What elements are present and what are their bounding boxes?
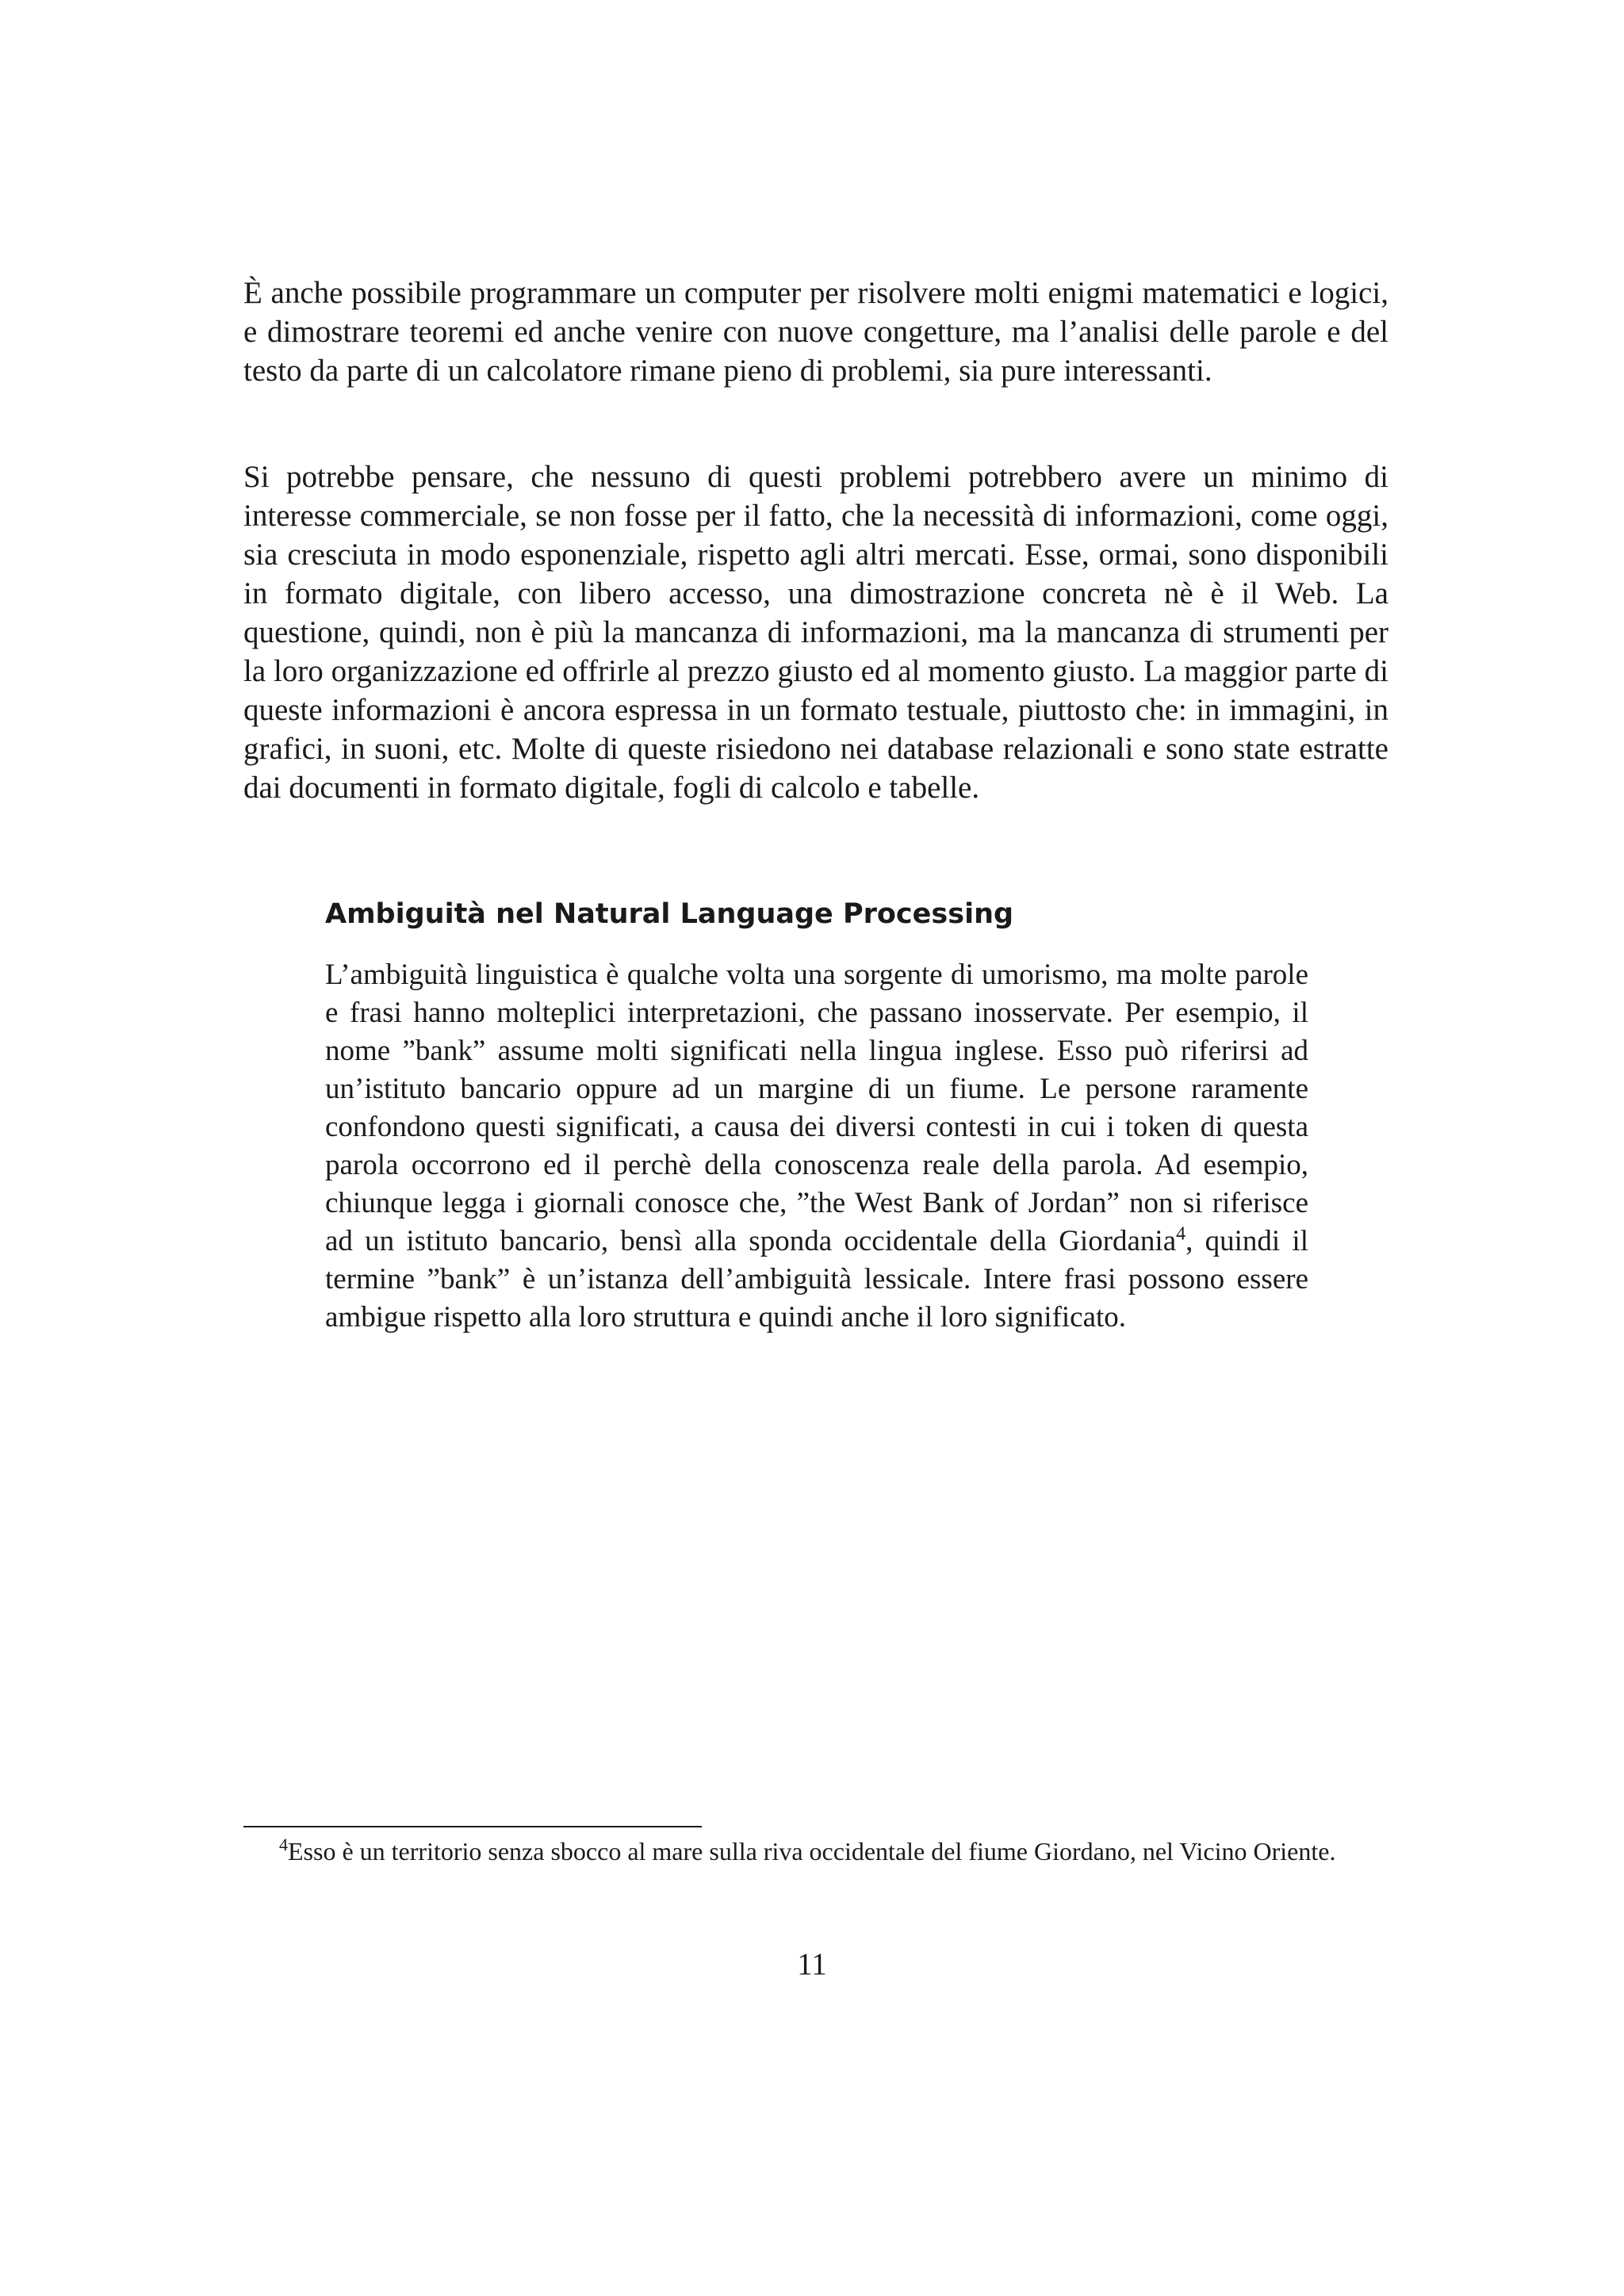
page-number: 11 bbox=[797, 1947, 827, 1981]
box-title: Ambiguità nel Natural Language Processing bbox=[325, 898, 1014, 930]
footnote bbox=[243, 1834, 1388, 1869]
footnote-reference[interactable]: 4 bbox=[1176, 1223, 1186, 1245]
box-text-part-1: L’ambiguità linguistica è qualche volta una sorgente di umorismo, ma molte parole e frasi hanno molteplici interpretazioni, che passano inosservate. Per esempio, il nome ”bank” assume molti significati nella lingua inglese. Esso può riferirsi ad un’istituto bancario oppure ad un margine di un fiume. Le persone raramente confondono questi significati, a causa dei diversi contesti in cui i token di questa parola occorrono ed il perchè della conoscenza reale della parola. Ad esempio, chiunque legga i giornali conosce che, ”the West Bank of Jordan” non si riferisce ad un istituto bancario, bensì alla sponda occidentale della Giordania bbox=[325, 959, 1308, 1257]
footnote-mark: 4 bbox=[279, 1835, 288, 1855]
footnote-divider bbox=[243, 1826, 702, 1827]
box-paragraph bbox=[325, 956, 1308, 1337]
body-paragraph-1: È anche possibile programmare un computer per risolvere molti enigmi matematici e logici, e dimostrare teoremi ed anche venire con nuove congetture, ma l’analisi delle parole e del testo da parte di un calcolatore rimane pieno di problemi, sia pure interessanti. bbox=[243, 276, 1388, 388]
body-paragraph-2: Si potrebbe pensare, che nessuno di questi problemi potrebbero avere un minimo di interesse commerciale, se non fosse per il fatto, che la necessità di informazioni, come oggi, sia cresciuta in modo esponenziale, rispetto agli altri mercati. Esse, ormai, sono disponibili in formato digitale, con libero accesso, una dimostrazione concreta nè è il Web. La questione, quindi, non è più la mancanza di informazioni, ma la mancanza di strumenti per la loro organizzazione ed offrirle al prezzo giusto ed al momento giusto. La maggior parte di queste informazioni è ancora espressa in un formato testuale, piuttosto che: in immagini, in grafici, in suoni, etc. Molte di queste risiedono nei database relazionali e sono state estratte dai documenti in formato digitale, fogli di calcolo e tabelle. bbox=[243, 460, 1388, 805]
footnote-text: Esso è un territorio senza sbocco al mare sulla riva occidentale del fiume Giordano, nel Vicino Oriente. bbox=[288, 1837, 1336, 1866]
box-text-part-2: , quindi il termine ”bank” è un’istanza dell’ambiguità lessicale. Intere frasi possono essere ambigue rispetto alla loro struttura e quindi anche il loro significato. bbox=[325, 1225, 1308, 1334]
